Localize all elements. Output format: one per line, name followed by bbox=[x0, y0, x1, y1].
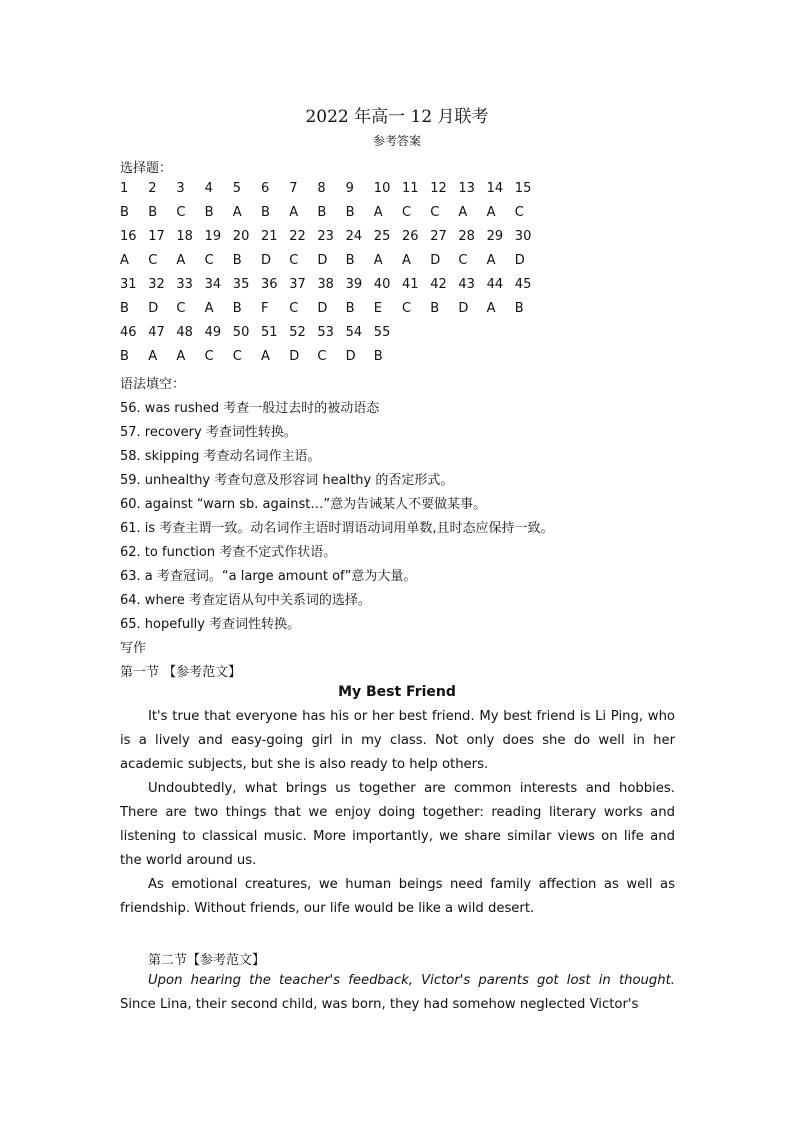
grammar-item: 64. where 考查定语从句中关系词的选择。 bbox=[120, 593, 371, 608]
question-number: 51 bbox=[261, 325, 278, 340]
question-number: 35 bbox=[232, 277, 250, 292]
answer-letter: C bbox=[289, 253, 299, 268]
question-number: 28 bbox=[458, 229, 475, 244]
question-number: 25 bbox=[373, 229, 391, 244]
essay-paragraph: Undoubtedly, what brings us together are common interests and hobbies. There are two things that we enjoy doing together: reading literary works and listening to classical music. More importantly, we share similar views on life and the world around us. bbox=[120, 781, 675, 868]
answer-letter: A bbox=[486, 205, 496, 220]
answer-letter: E bbox=[373, 301, 383, 316]
answer-letter: B bbox=[261, 205, 270, 220]
question-number: 31 bbox=[120, 277, 137, 292]
question-number: 47 bbox=[148, 325, 165, 340]
answer-letter: A bbox=[148, 349, 158, 364]
answer-letter: B bbox=[148, 205, 158, 220]
answer-letter: C bbox=[402, 301, 412, 316]
question-number: 30 bbox=[514, 229, 532, 244]
question-number: 33 bbox=[176, 277, 193, 292]
question-number: 15 bbox=[514, 181, 532, 196]
grammar-item: 56. was rushed 考查一般过去时的被动语态 bbox=[120, 401, 380, 416]
answer-letter: D bbox=[430, 253, 441, 268]
question-number: 20 bbox=[232, 229, 250, 244]
question-number: 32 bbox=[148, 277, 165, 292]
question-number: 3 bbox=[176, 181, 185, 196]
question-number: 22 bbox=[289, 229, 306, 244]
page-subtitle: 参考答案 bbox=[372, 134, 421, 148]
answer-letter: C bbox=[458, 253, 468, 268]
answer-letter: B bbox=[345, 301, 355, 316]
grammar-item: 62. to function 考查不定式作状语。 bbox=[120, 545, 337, 560]
question-number: 21 bbox=[261, 229, 278, 244]
question-number: 29 bbox=[486, 229, 504, 244]
answer-letter: C bbox=[402, 205, 412, 220]
answer-letter: D bbox=[514, 253, 525, 268]
mcq-label: 选择题： bbox=[120, 161, 173, 176]
answer-letter: D bbox=[458, 301, 469, 316]
essay-paragraph: As emotional creatures, we human beings need family affection as well as friendship. Without friends, our life would be like a wild desert. bbox=[120, 877, 675, 916]
answer-letter: C bbox=[176, 301, 186, 316]
answer-letter: B bbox=[120, 349, 129, 364]
question-number: 40 bbox=[373, 277, 391, 292]
answer-letter: A bbox=[373, 205, 383, 220]
answer-letter: D bbox=[345, 349, 356, 364]
answer-letter: D bbox=[317, 253, 328, 268]
question-number: 26 bbox=[402, 229, 419, 244]
grammar-item: 63. a 考查冠词。“a large amount of”意为大量。 bbox=[120, 569, 417, 584]
section2-label: 第二节【参考范文】 bbox=[148, 953, 266, 968]
answer-letter: C bbox=[232, 349, 242, 364]
question-number: 53 bbox=[317, 325, 334, 340]
section2-italic-sentence: Upon hearing the teacher's feedback, Victor's parents got lost in thought. bbox=[148, 973, 675, 988]
grammar-item: 57. recovery 考查词性转换。 bbox=[120, 425, 297, 440]
question-number: 5 bbox=[232, 181, 242, 196]
question-number: 2 bbox=[148, 181, 157, 196]
question-number: 1 bbox=[120, 181, 129, 196]
grammar-item: 65. hopefully 考查词性转换。 bbox=[120, 617, 301, 632]
question-number: 11 bbox=[402, 181, 419, 196]
question-number: 8 bbox=[317, 181, 326, 196]
question-number: 43 bbox=[458, 277, 475, 292]
answer-letter: C bbox=[430, 205, 440, 220]
question-number: 36 bbox=[261, 277, 278, 292]
answer-letter: B bbox=[232, 253, 242, 268]
question-number: 9 bbox=[345, 181, 354, 196]
answer-letter: A bbox=[289, 205, 299, 220]
grammar-item: 60. against “warn sb. against…”意为告诫某人不要做某事。 bbox=[120, 497, 487, 512]
question-number: 19 bbox=[204, 229, 222, 244]
answer-letter: A bbox=[458, 205, 468, 220]
section1-label: 第一节 【参考范文】 bbox=[120, 665, 242, 680]
writing-label: 写作 bbox=[120, 641, 147, 656]
question-number: 50 bbox=[232, 325, 250, 340]
answer-letter: C bbox=[148, 253, 158, 268]
section2-text: Since Lina, their second child, was born, they had somehow neglected Victor's bbox=[120, 997, 639, 1012]
answer-letter: D bbox=[148, 301, 159, 316]
question-number: 54 bbox=[345, 325, 363, 340]
answer-letter: B bbox=[345, 253, 355, 268]
question-number: 6 bbox=[261, 181, 270, 196]
question-number: 34 bbox=[204, 277, 222, 292]
question-number: 38 bbox=[317, 277, 334, 292]
question-number: 45 bbox=[514, 277, 532, 292]
grammar-item: 58. skipping 考查动名词作主语。 bbox=[120, 449, 321, 464]
answer-letter: A bbox=[402, 253, 411, 268]
answer-letter: B bbox=[317, 205, 327, 220]
question-number: 55 bbox=[373, 325, 391, 340]
answer-letter: A bbox=[486, 301, 496, 316]
question-number: 37 bbox=[289, 277, 306, 292]
section2-paragraph bbox=[120, 969, 675, 1017]
question-number: 12 bbox=[430, 181, 447, 196]
answer-letter: C bbox=[176, 205, 186, 220]
question-number: 24 bbox=[345, 229, 363, 244]
question-number: 23 bbox=[317, 229, 334, 244]
answer-letter: A bbox=[261, 349, 270, 364]
question-number: 4 bbox=[204, 181, 213, 196]
grammar-item: 59. unhealthy 考查句意及形容词 healthy 的否定形式。 bbox=[120, 473, 454, 488]
answer-letter: C bbox=[514, 205, 524, 220]
question-number: 49 bbox=[204, 325, 222, 340]
essay-title: My Best Friend bbox=[338, 684, 456, 700]
answer-letter: A bbox=[120, 253, 129, 268]
answer-letter: F bbox=[261, 301, 269, 316]
answer-letter: C bbox=[204, 253, 214, 268]
question-number: 10 bbox=[373, 181, 391, 196]
answer-letter: B bbox=[345, 205, 355, 220]
grammar-item: 61. is 考查主谓一致。动名词作主语时谓语动词用单数,且时态应保持一致。 bbox=[120, 521, 554, 536]
answer-letter: A bbox=[176, 253, 186, 268]
question-number: 14 bbox=[486, 181, 504, 196]
question-number: 41 bbox=[402, 277, 419, 292]
question-number: 7 bbox=[289, 181, 298, 196]
answer-letter: A bbox=[176, 349, 186, 364]
answer-letter: A bbox=[486, 253, 496, 268]
question-number: 27 bbox=[430, 229, 447, 244]
answer-letter: C bbox=[289, 301, 299, 316]
essay-paragraph: It's true that everyone has his or her best friend. My best friend is Li Ping, who is a lively and easy-going girl in my class. Not only does she do well in her academic subjects, but she is also ready to help others. bbox=[120, 709, 675, 772]
question-number: 16 bbox=[120, 229, 137, 244]
answer-letter: B bbox=[430, 301, 440, 316]
answer-letter: B bbox=[204, 205, 214, 220]
answer-letter: B bbox=[373, 349, 383, 364]
answer-letter: A bbox=[232, 205, 242, 220]
answer-letter: B bbox=[232, 301, 242, 316]
answer-letter: B bbox=[514, 301, 524, 316]
question-number: 42 bbox=[430, 277, 447, 292]
question-number: 18 bbox=[176, 229, 193, 244]
answer-letter: B bbox=[120, 301, 129, 316]
answer-letter: A bbox=[373, 253, 383, 268]
answer-letter: A bbox=[204, 301, 214, 316]
page-title: 2022 年高一 12 月联考 bbox=[305, 107, 489, 127]
answer-letter: D bbox=[317, 301, 328, 316]
question-number: 52 bbox=[289, 325, 306, 340]
answer-letter: B bbox=[120, 205, 129, 220]
grammar-label: 语法填空： bbox=[120, 377, 186, 392]
question-number: 39 bbox=[345, 277, 363, 292]
answer-letter: D bbox=[289, 349, 300, 364]
answer-letter: C bbox=[204, 349, 214, 364]
question-number: 46 bbox=[120, 325, 137, 340]
question-number: 13 bbox=[458, 181, 475, 196]
question-number: 48 bbox=[176, 325, 193, 340]
question-number: 44 bbox=[486, 277, 504, 292]
question-number: 17 bbox=[148, 229, 165, 244]
answer-letter: C bbox=[317, 349, 327, 364]
answer-letter: D bbox=[261, 253, 272, 268]
